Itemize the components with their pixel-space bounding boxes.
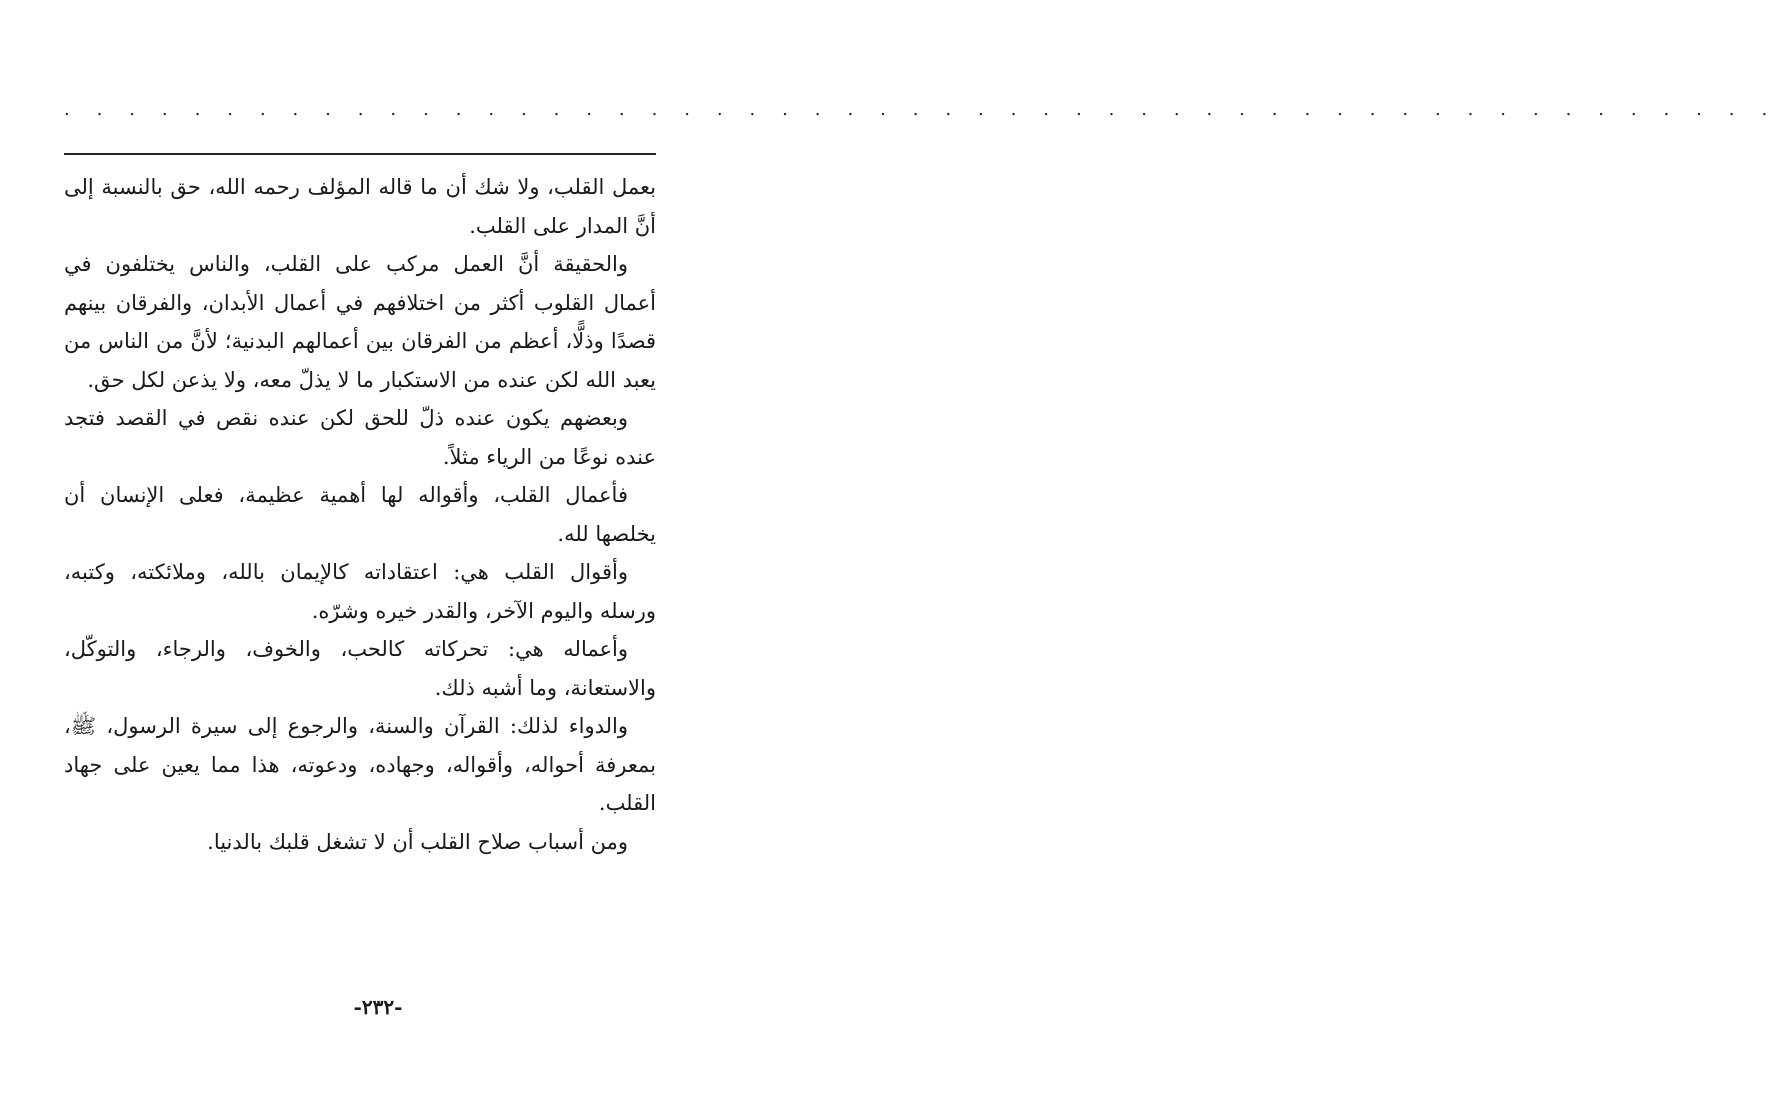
paragraph-4: فأعمال القلب، وأقواله لها أهمية عظيمة، فعلى الإنسان أن يخلصها لله. (64, 483, 656, 546)
paragraph-1: بعمل القلب، ولا شك أن ما قاله المؤلف رحمه الله، حق بالنسبة إلى أنَّ المدار على القلب. (64, 175, 656, 238)
paragraph-6: وأعماله هي: تحركاته كالحب، والخوف، والرجاء، والتوكّل، والاستعانة، وما أشبه ذلك. (64, 637, 656, 700)
paragraph-7: والدواء لذلك: القرآن والسنة، والرجوع إلى سيرة الرسول، ﷺ، بمعرفة أحواله، وأقواله، وجهاده، ودعوته، هذا مما يعين على جهاد القلب. (64, 714, 656, 815)
paragraph-5: وأقوال القلب هي: اعتقاداته كالإيمان بالله، وملائكته، وكتبه، ورسله واليوم الآخر، والقدر خيره وشرّه. (64, 560, 656, 623)
dotted-separator: . . . . . . . . . . . . . . . . . . . . . . . . . . . . . . . . . . . . . . . . . . . . . . . . . . . . . (64, 99, 1778, 120)
page-number: -٢٣٢- (353, 995, 403, 1019)
page-body (64, 168, 656, 861)
horizontal-rule (64, 153, 656, 155)
paragraph-8: ومن أسباب صلاح القلب أن لا تشغل قلبك بالدنيا. (207, 829, 628, 854)
paragraph-3: وبعضهم يكون عنده ذلّ للحق لكن عنده نقص في القصد فتجد عنده نوعًا من الرياء مثلاً. (64, 406, 656, 469)
paragraph-2: والحقيقة أنَّ العمل مركب على القلب، والناس يختلفون في أعمال القلوب أكثر من اختلافهم في أعمال الأبدان، والفرقان بينهم قصدًا وذلًّا، أعظم من الفرقان بين أعمالهم البدنية؛ لأنَّ من الناس من يعبد الله لكن عنده من الاستكبار ما لا يذلّ معه، ولا يذعن لكل حق. (64, 252, 656, 392)
